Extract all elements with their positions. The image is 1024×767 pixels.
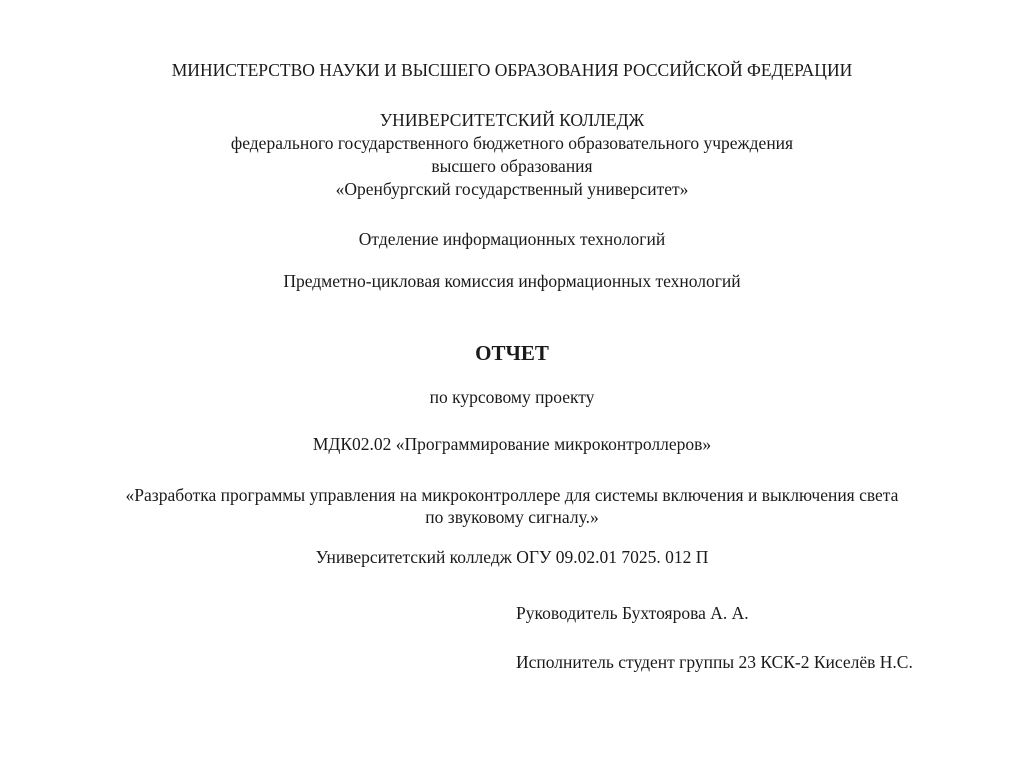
executor-signature: Исполнитель студент группы 23 КСК-2 Киселёв Н.С.	[516, 652, 913, 672]
topic-line-1: «Разработка программы управления на микроконтроллере для системы включения и выключения света	[125, 485, 899, 505]
supervisor-signature: Руководитель Бухтоярова А. А.	[516, 603, 749, 623]
module-name: МДК02.02 «Программирование микроконтроллеров»	[312, 434, 712, 454]
commission-name: Предметно-цикловая комиссия информационных технологий	[283, 271, 741, 291]
department-name: Отделение информационных технологий	[358, 229, 666, 249]
report-subtitle: по курсовому проекту	[429, 387, 595, 407]
topic-line-2: по звуковому сигналу.»	[425, 507, 599, 527]
report-title: ОТЧЕТ	[475, 341, 549, 365]
university-name: «Оренбургский государственный университет»	[335, 179, 689, 199]
document-code: Университетский колледж ОГУ 09.02.01 7025. 012 П	[315, 547, 709, 567]
college-heading: УНИВЕРСИТЕТСКИЙ КОЛЛЕДЖ	[379, 110, 645, 130]
ministry-heading: МИНИСТЕРСТВО НАУКИ И ВЫСШЕГО ОБРАЗОВАНИЯ РОССИЙСКОЙ ФЕДЕРАЦИИ	[171, 60, 853, 80]
institution-line-1: федерального государственного бюджетного образовательного учреждения	[230, 133, 794, 153]
institution-line-2: высшего образования	[431, 156, 593, 176]
